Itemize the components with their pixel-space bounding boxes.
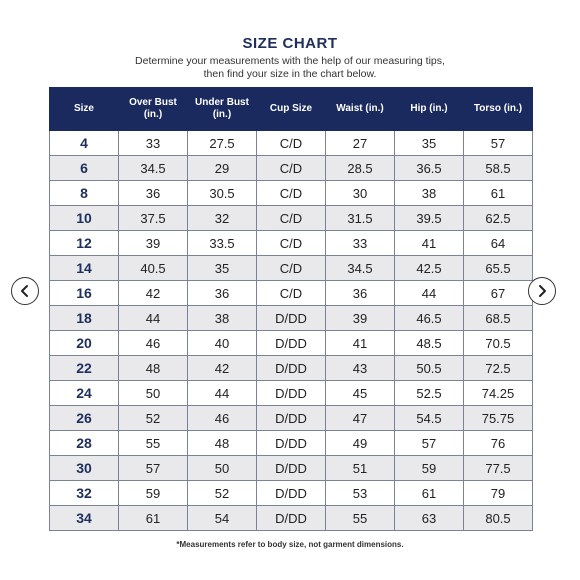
cell-size: 22 xyxy=(50,356,119,381)
table-row xyxy=(50,206,533,231)
cell-torso: 72.5 xyxy=(464,356,533,381)
cell-over-bust: 57 xyxy=(119,456,188,481)
cell-torso: 68.5 xyxy=(464,306,533,331)
cell-size: 10 xyxy=(50,206,119,231)
cell-cup-size: D/DD xyxy=(257,331,326,356)
cell-torso: 74.25 xyxy=(464,381,533,406)
table-row xyxy=(50,281,533,306)
cell-under-bust: 35 xyxy=(188,256,257,281)
cell-torso: 65.5 xyxy=(464,256,533,281)
cell-torso: 57 xyxy=(464,131,533,156)
cell-over-bust: 39 xyxy=(119,231,188,256)
footnote: *Measurements refer to body size, not garment dimensions. xyxy=(176,540,404,549)
cell-over-bust: 59 xyxy=(119,481,188,506)
cell-hip: 61 xyxy=(395,481,464,506)
cell-size: 24 xyxy=(50,381,119,406)
table-row xyxy=(50,181,533,206)
cell-under-bust: 44 xyxy=(188,381,257,406)
cell-waist: 30 xyxy=(326,181,395,206)
header-under-bust: Under Bust (in.) xyxy=(188,88,257,131)
cell-hip: 42.5 xyxy=(395,256,464,281)
cell-size: 32 xyxy=(50,481,119,506)
cell-under-bust: 32 xyxy=(188,206,257,231)
cell-waist: 53 xyxy=(326,481,395,506)
cell-under-bust: 29 xyxy=(188,156,257,181)
cell-under-bust: 50 xyxy=(188,456,257,481)
cell-cup-size: D/DD xyxy=(257,381,326,406)
cell-cup-size: D/DD xyxy=(257,306,326,331)
cell-cup-size: D/DD xyxy=(257,406,326,431)
cell-torso: 64 xyxy=(464,231,533,256)
cell-cup-size: C/D xyxy=(257,131,326,156)
subtitle-line-1: Determine your measurements with the help of our measuring tips, xyxy=(135,55,445,67)
table-header-row xyxy=(50,88,533,131)
cell-hip: 57 xyxy=(395,431,464,456)
cell-under-bust: 40 xyxy=(188,331,257,356)
cell-cup-size: C/D xyxy=(257,206,326,231)
cell-over-bust: 52 xyxy=(119,406,188,431)
cell-hip: 46.5 xyxy=(395,306,464,331)
table-row xyxy=(50,456,533,481)
cell-hip: 36.5 xyxy=(395,156,464,181)
cell-cup-size: C/D xyxy=(257,156,326,181)
table-row xyxy=(50,256,533,281)
table-row xyxy=(50,506,533,531)
cell-over-bust: 42 xyxy=(119,281,188,306)
cell-torso: 58.5 xyxy=(464,156,533,181)
cell-cup-size: D/DD xyxy=(257,481,326,506)
cell-over-bust: 34.5 xyxy=(119,156,188,181)
cell-size: 14 xyxy=(50,256,119,281)
cell-size: 34 xyxy=(50,506,119,531)
table-row xyxy=(50,156,533,181)
cell-torso: 80.5 xyxy=(464,506,533,531)
chart-subtitle xyxy=(80,55,500,81)
header-over-bust: Over Bust (in.) xyxy=(119,88,188,131)
cell-cup-size: D/DD xyxy=(257,506,326,531)
cell-under-bust: 36 xyxy=(188,281,257,306)
cell-waist: 49 xyxy=(326,431,395,456)
cell-waist: 51 xyxy=(326,456,395,481)
header-cup-size: Cup Size xyxy=(257,88,326,131)
table-row xyxy=(50,481,533,506)
cell-over-bust: 46 xyxy=(119,331,188,356)
next-button[interactable] xyxy=(528,277,556,305)
cell-hip: 52.5 xyxy=(395,381,464,406)
cell-under-bust: 52 xyxy=(188,481,257,506)
cell-torso: 61 xyxy=(464,181,533,206)
cell-hip: 63 xyxy=(395,506,464,531)
header-size: Size xyxy=(50,88,119,131)
cell-size: 18 xyxy=(50,306,119,331)
chevron-left-icon xyxy=(18,284,32,298)
size-table xyxy=(49,87,533,531)
header-waist: Waist (in.) xyxy=(326,88,395,131)
cell-over-bust: 55 xyxy=(119,431,188,456)
cell-size: 16 xyxy=(50,281,119,306)
cell-torso: 77.5 xyxy=(464,456,533,481)
cell-hip: 44 xyxy=(395,281,464,306)
cell-under-bust: 46 xyxy=(188,406,257,431)
cell-torso: 67 xyxy=(464,281,533,306)
cell-waist: 36 xyxy=(326,281,395,306)
cell-hip: 38 xyxy=(395,181,464,206)
previous-button[interactable] xyxy=(11,277,39,305)
table-row xyxy=(50,306,533,331)
cell-over-bust: 33 xyxy=(119,131,188,156)
chart-title: SIZE CHART xyxy=(242,35,338,52)
cell-cup-size: C/D xyxy=(257,281,326,306)
chevron-right-icon xyxy=(535,284,549,298)
cell-under-bust: 48 xyxy=(188,431,257,456)
cell-over-bust: 50 xyxy=(119,381,188,406)
table-row xyxy=(50,356,533,381)
cell-waist: 45 xyxy=(326,381,395,406)
cell-waist: 34.5 xyxy=(326,256,395,281)
cell-torso: 75.75 xyxy=(464,406,533,431)
cell-under-bust: 54 xyxy=(188,506,257,531)
cell-torso: 79 xyxy=(464,481,533,506)
cell-waist: 31.5 xyxy=(326,206,395,231)
cell-size: 6 xyxy=(50,156,119,181)
cell-waist: 33 xyxy=(326,231,395,256)
cell-over-bust: 44 xyxy=(119,306,188,331)
cell-under-bust: 27.5 xyxy=(188,131,257,156)
subtitle-line-2: then find your size in the chart below. xyxy=(203,68,377,80)
cell-over-bust: 37.5 xyxy=(119,206,188,231)
table-body xyxy=(50,131,533,531)
cell-over-bust: 36 xyxy=(119,181,188,206)
cell-hip: 41 xyxy=(395,231,464,256)
cell-hip: 54.5 xyxy=(395,406,464,431)
cell-hip: 35 xyxy=(395,131,464,156)
cell-torso: 76 xyxy=(464,431,533,456)
cell-waist: 41 xyxy=(326,331,395,356)
cell-size: 12 xyxy=(50,231,119,256)
table-row xyxy=(50,431,533,456)
cell-size: 28 xyxy=(50,431,119,456)
cell-waist: 47 xyxy=(326,406,395,431)
cell-cup-size: C/D xyxy=(257,231,326,256)
cell-under-bust: 33.5 xyxy=(188,231,257,256)
cell-over-bust: 40.5 xyxy=(119,256,188,281)
cell-hip: 59 xyxy=(395,456,464,481)
cell-waist: 39 xyxy=(326,306,395,331)
cell-under-bust: 42 xyxy=(188,356,257,381)
cell-size: 8 xyxy=(50,181,119,206)
cell-cup-size: C/D xyxy=(257,181,326,206)
table-row xyxy=(50,331,533,356)
cell-size: 4 xyxy=(50,131,119,156)
cell-cup-size: D/DD xyxy=(257,356,326,381)
cell-over-bust: 61 xyxy=(119,506,188,531)
cell-cup-size: D/DD xyxy=(257,431,326,456)
cell-torso: 62.5 xyxy=(464,206,533,231)
cell-cup-size: D/DD xyxy=(257,456,326,481)
cell-waist: 28.5 xyxy=(326,156,395,181)
cell-hip: 48.5 xyxy=(395,331,464,356)
header-torso: Torso (in.) xyxy=(464,88,533,131)
cell-size: 30 xyxy=(50,456,119,481)
cell-cup-size: C/D xyxy=(257,256,326,281)
cell-under-bust: 38 xyxy=(188,306,257,331)
cell-hip: 39.5 xyxy=(395,206,464,231)
table-row xyxy=(50,381,533,406)
table-row xyxy=(50,406,533,431)
cell-hip: 50.5 xyxy=(395,356,464,381)
cell-torso: 70.5 xyxy=(464,331,533,356)
cell-under-bust: 30.5 xyxy=(188,181,257,206)
table-row xyxy=(50,231,533,256)
cell-size: 26 xyxy=(50,406,119,431)
cell-waist: 43 xyxy=(326,356,395,381)
cell-waist: 55 xyxy=(326,506,395,531)
cell-size: 20 xyxy=(50,331,119,356)
table-row xyxy=(50,131,533,156)
cell-waist: 27 xyxy=(326,131,395,156)
cell-over-bust: 48 xyxy=(119,356,188,381)
header-hip: Hip (in.) xyxy=(395,88,464,131)
